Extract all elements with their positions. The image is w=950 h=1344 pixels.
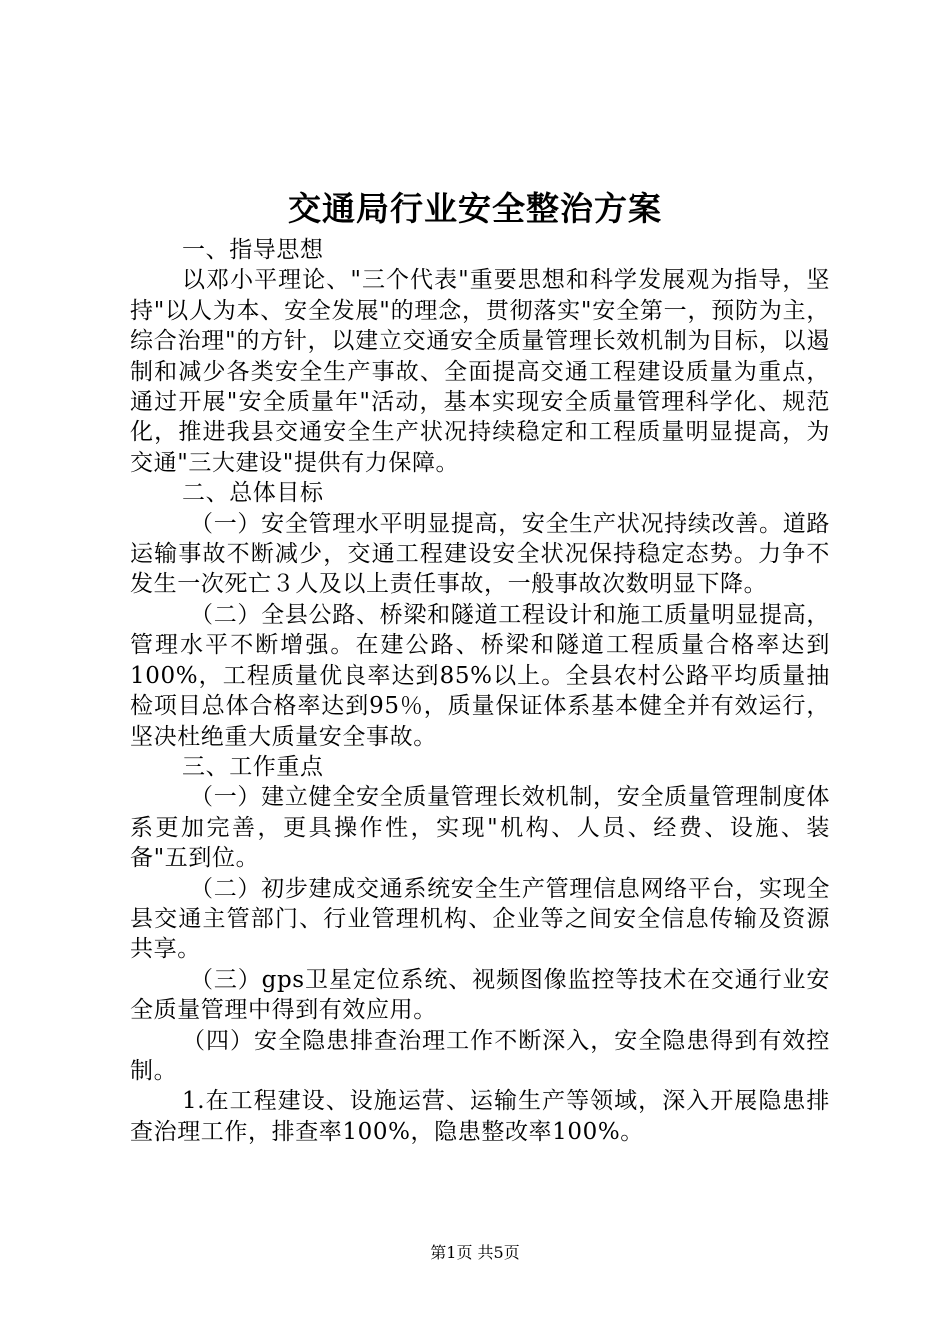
page-footer: 第1页 共5页	[430, 1243, 520, 1262]
section-heading-guiding-ideology: 一、指导思想	[182, 237, 324, 263]
paragraph-focus-3: （三）gps卫星定位系统、视频图像监控等技术在交通行业安全质量管理中得到有效应用。	[130, 966, 830, 1024]
section-heading-overall-goals: 二、总体目标	[182, 480, 324, 507]
paragraph-focus-4: （四）安全隐患排查治理工作不断深入，安全隐患得到有效控制。	[130, 1027, 830, 1084]
section-heading-work-focus: 三、工作重点	[182, 753, 324, 780]
paragraph-focus-2: （二）初步建成交通系统安全生产管理信息网络平台，实现全县交通主管部门、行业管理机构、企业等之间安全信息传输及资源共享。	[130, 875, 830, 963]
paragraph-focus-4-item-1: 1.在工程建设、设施运营、运输生产等领域，深入开展隐患排查治理工作，排查率100%，隐患整改率100%。	[130, 1088, 830, 1145]
paragraph-goal-2: （二）全县公路、桥梁和隧道工程设计和施工质量明显提高，管理水平不断增强。在建公路、桥梁和隧道工程质量合格率达到100%，工程质量优良率达到85%以上。全县农村公路平均质量抽检项目总体合格率达到95％，质量保证体系基本健全并有效运行，坚决杜绝重大质量安全事故。	[130, 601, 830, 750]
paragraph-goal-1: （一）安全管理水平明显提高，安全生产状况持续改善。道路运输事故不断减少，交通工程建设安全状况保持稳定态势。力争不发生一次死亡３人及以上责任事故，一般事故次数明显下降。	[130, 510, 830, 598]
paragraph-focus-1: （一）建立健全安全质量管理长效机制，安全质量管理制度体系更加完善，更具操作性，实现"机构、人员、经费、设施、装备"五到位。	[130, 784, 830, 872]
document-title: 交通局行业安全整治方案	[288, 189, 662, 228]
document-body	[130, 235, 830, 1147]
paragraph-guiding-ideology: 以邓小平理论、"三个代表"重要思想和科学发展观为指导，坚持"以人为本、安全发展"的理念，贯彻落实"安全第一，预防为主，综合治理"的方针，以建立交通安全质量管理长效机制为目标，以遏制和减少各类安全生产事故、全面提高交通工程建设质量为重点，通过开展"安全质量年"活动，基本实现安全质量管理科学化、规范化，推进我县交通安全生产状况持续稳定和工程质量明显提高，为交通"三大建设"提供有力保障。	[130, 267, 830, 476]
